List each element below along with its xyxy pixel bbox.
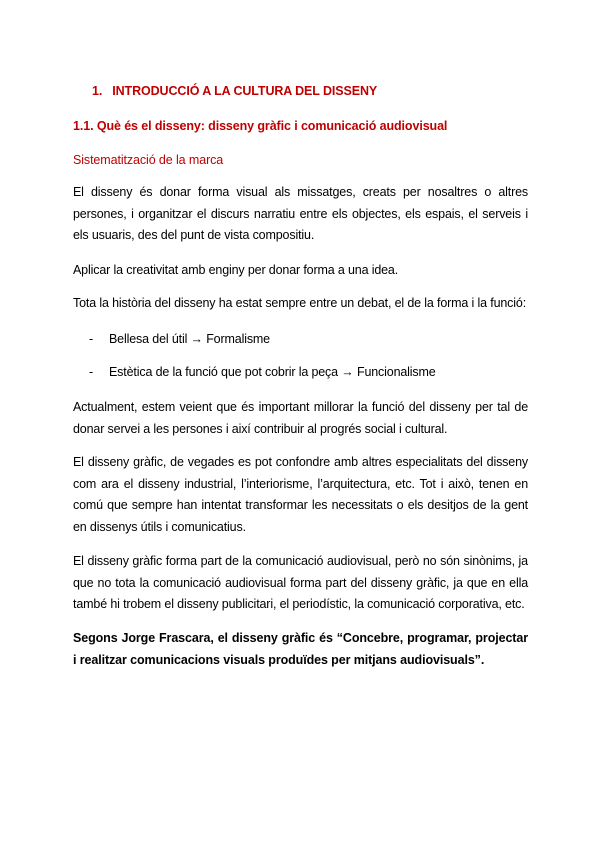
bullet-dash: - bbox=[89, 365, 94, 379]
list-item bbox=[89, 332, 270, 346]
list-item-text: Bellesa del útil → Formalisme bbox=[109, 332, 270, 346]
chapter-heading bbox=[92, 84, 377, 98]
bullet-dash: - bbox=[89, 332, 94, 346]
paragraph-creativity: Aplicar la creativitat amb enginy per donar forma a una idea. bbox=[73, 263, 399, 277]
paragraph-graphic-design: El disseny gràfic, de vegades es pot confondre amb altres especialitats del disseny com ara el disseny industrial, l’interiorisme, l’arquitectura, etc. Tot i això, tenen en comú que sempre han intentat transformar les necessitats o els desitjos de la gent en dissenys útils i comunicatius. bbox=[73, 455, 528, 534]
paragraph-history: Tota la història del disseny ha estat sempre entre un debat, el de la forma i la funció: bbox=[73, 296, 527, 310]
quote-frascara: Segons Jorge Frascara, el disseny gràfic és “Concebre, programar, projectar i realitzar comunicacions visuals produïdes per mitjans audiovisuals”. bbox=[73, 631, 528, 667]
list-item bbox=[89, 365, 436, 379]
paragraph-currently: Actualment, estem veient que és important millorar la funció del disseny per tal de donar servei a les persones i així contribuir al progrés social i cultural. bbox=[73, 400, 528, 436]
list-item-text: Estètica de la funció que pot cobrir la peça → Funcionalisme bbox=[109, 365, 436, 379]
chapter-title: INTRODUCCIÓ A LA CULTURA DEL DISSENY bbox=[112, 84, 378, 98]
subsection-heading: Sistematització de la marca bbox=[73, 153, 224, 167]
chapter-number: 1. bbox=[92, 84, 103, 98]
section-heading: 1.1. Què és el disseny: disseny gràfic i comunicació audiovisual bbox=[73, 119, 448, 133]
paragraph-definition: El disseny és donar forma visual als missatges, creats per nosaltres o altres persones, i organitzar el discurs narratiu entre els objectes, els espais, el serveis i els usuaris, des del punt de vista compositiu. bbox=[73, 185, 528, 242]
paragraph-audiovisual: El disseny gràfic forma part de la comunicació audiovisual, però no són sinònims, ja que no tota la comunicació audiovisual forma part del disseny gràfic, ja que en ella també hi trobem el disseny publicitari, el periodístic, la comunicació corporativa, etc. bbox=[73, 554, 528, 611]
